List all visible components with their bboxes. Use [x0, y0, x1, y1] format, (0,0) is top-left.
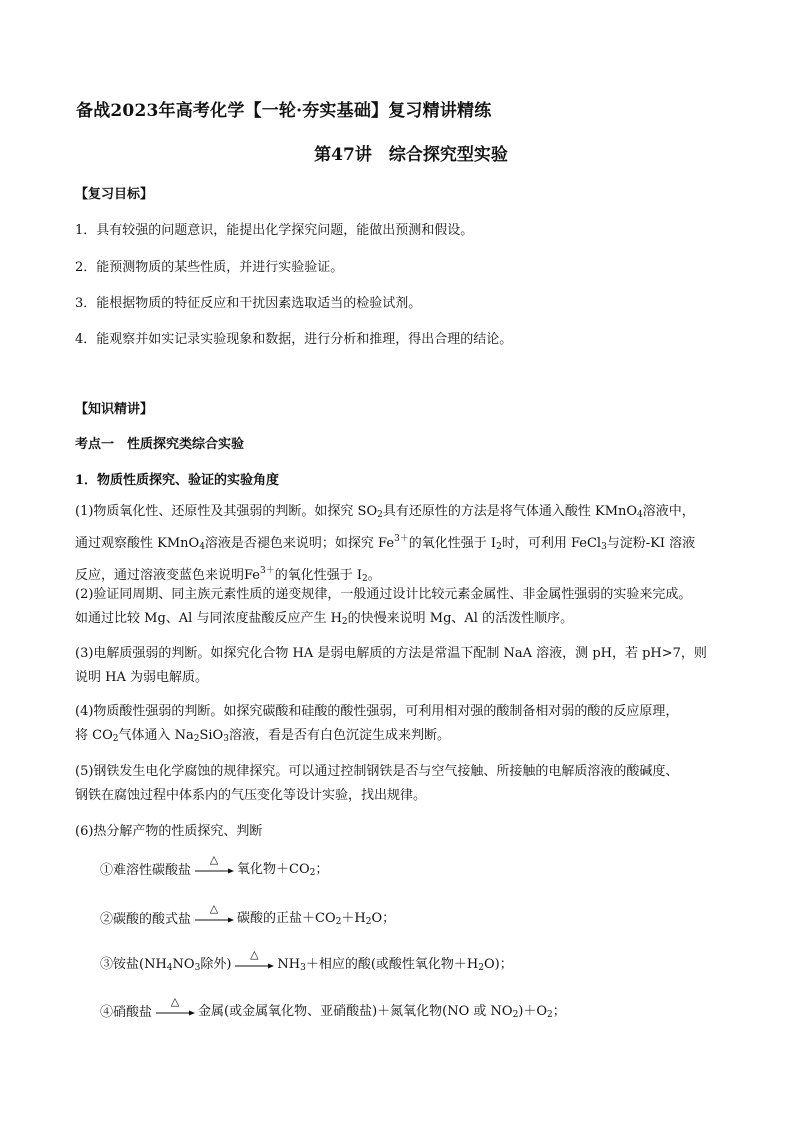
goals-heading: 【复习目标】	[75, 187, 154, 202]
heat-arrow-icon: △	[194, 905, 234, 927]
reaction-nitrate: ④硝酸盐 △ 金属(或金属氧化物、亚硝酸盐)＋氮氧化物(NO 或 $NO_2)+O_2$；	[100, 995, 566, 1020]
goal-item: 1．具有较强的问题意识，能提出化学探究问题，能做出预测和假设。	[75, 223, 474, 238]
paragraph-thermal: (6)热分解产物的性质探究、判断	[75, 824, 263, 839]
reaction-carbonate: ①难溶性碳酸盐 △ 氧化物$+CO_2$；	[100, 853, 329, 878]
paragraph-electrolyte: (3)电解质强弱的判断。如探究化合物 HA 是弱电解质的方法是常温下配制 NaA 溶液，测 pH，若 pH>7，则 说明 HA 为弱电解质。	[75, 646, 707, 685]
document-title: 备战2023年高考化学【一轮·夯实基础】复习精讲精练	[76, 101, 492, 121]
goal-item: 4．能观察并如实记录实验现象和数据，进行分析和推理，得出合理的结论。	[75, 332, 513, 347]
lecture-title: 第47讲 综合探究型实验	[314, 145, 508, 165]
paragraph-acidity: (4)物质酸性强弱的判断。如探究碳酸和硅酸的酸性强弱，可利用相对强的酸制备相对弱的酸的反应原理， 将 $CO_2$气体通入 $Na_2SiO_3$溶液，看是否有白色沉淀生成来判断。	[75, 704, 679, 744]
goal-item: 2．能预测物质的某些性质，并进行实验验证。	[75, 260, 344, 275]
reaction-ammonium: ③铵盐($NH_4NO_3$除外) △ $NH_3+$相应的酸(或酸性氧化物$+H_2O$)；	[100, 948, 513, 973]
paragraph-corrosion: (5)钢铁发生电化学腐蚀的规律探究。可以通过控制钢铁是否与空气接触、所接触的电解质溶液的酸碱度、 钢铁在腐蚀过程中体系内的气压变化等设计实验，找出规律。	[75, 764, 679, 803]
knowledge-heading: 【知识精讲】	[75, 402, 154, 417]
reaction-bicarbonate: ②碳酸的酸式盐 △ 碳酸的正盐$+CO_2+H_2O$；	[100, 902, 396, 927]
paragraph-redox: (1)物质氧化性、还原性及其强弱的判断。如探究 $SO_2$具有还原性的方法是将气体通入酸性 KMnO$_4$溶液中， 通过观察酸性 KMnO$_4$溶液是否褪色来说明；如探究 $Fe^{3+}$的氧化性强于 $I_2$时，可利用 FeCl$_3$与淀粉-KI 溶液 反应，通过溶液变蓝色来说明$Fe^{3+}$的氧化性强于 $I_2$。	[75, 504, 696, 584]
heat-arrow-icon: △	[194, 856, 234, 878]
paragraph-periodic: (2)验证同周期、同主族元素性质的递变规律，一般通过设计比较元素金属性、非金属性强弱的实验来完成。 如通过比较 Mg、Al 与同浓度盐酸反应产生 $H_2$的快慢来说明 Mg、Al 的活泼性顺序。	[75, 587, 692, 627]
heat-arrow-icon: △	[155, 998, 195, 1020]
heat-arrow-icon: △	[234, 951, 274, 973]
subsection-heading: 1．物质性质探究、验证的实验角度	[75, 473, 280, 488]
goal-item: 3．能根据物质的特征反应和干扰因素选取适当的检验试剂。	[75, 296, 422, 311]
exam-point-heading: 考点一 性质探究类综合实验	[75, 437, 245, 452]
